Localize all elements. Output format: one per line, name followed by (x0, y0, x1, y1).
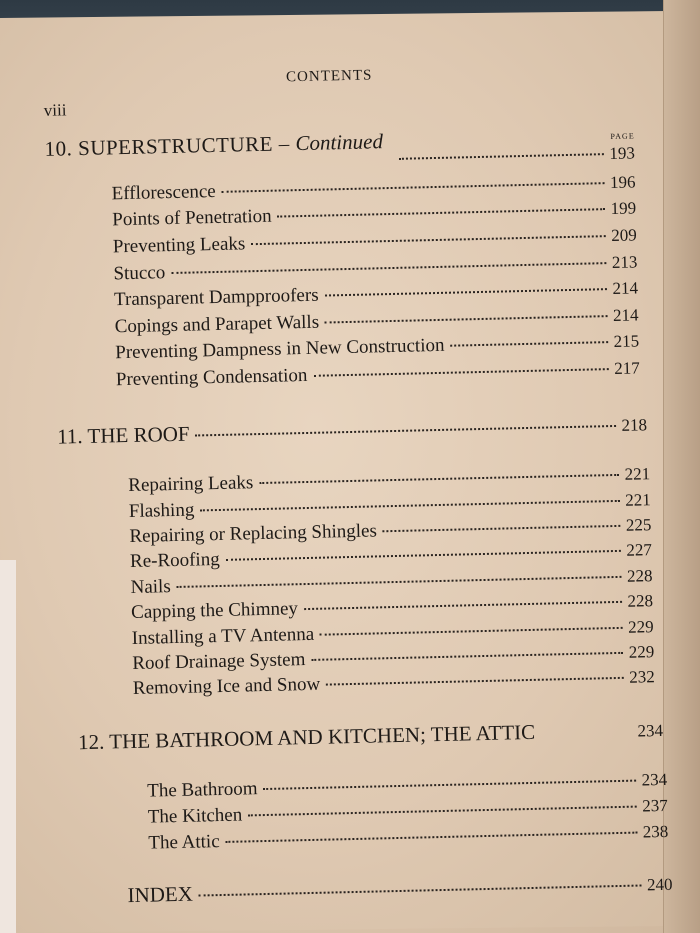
toc-entry: Preventing Leaks 209 (112, 225, 637, 258)
chapter-10-name: 10. SUPERSTRUCTURE – (44, 131, 290, 161)
dot-leader (196, 424, 616, 437)
toc-entry: Stucco 213 (113, 252, 638, 285)
index-label: INDEX (127, 881, 194, 908)
toc-entry: Points of Penetration 199 (112, 198, 637, 231)
toc-entry: Re-Roofing 227 (129, 540, 653, 573)
toc-entry: The Attic 238 (148, 821, 669, 854)
chapter-12-page: 234 (637, 720, 664, 741)
toc-entry: Efflorescence 196 (111, 172, 636, 205)
dot-leader (199, 884, 641, 897)
toc-entry: Flashing 221 (128, 490, 651, 523)
page-number: viii (43, 100, 67, 120)
toc-entry: Removing Ice and Snow 232 (132, 667, 655, 699)
index-page: 240 (646, 874, 673, 895)
toc-entry: The Kitchen 237 (147, 795, 668, 828)
toc-entry: Transparent Dampproofers 214 (113, 278, 639, 311)
chapter-10-page-row (393, 143, 635, 168)
toc-entry: Capping the Chimney 228 (130, 591, 654, 623)
section-heading: CONTENTS (285, 67, 373, 86)
chapter-11-row (57, 411, 647, 449)
index-row (127, 871, 672, 908)
toc-entry: Repairing Leaks 221 (128, 464, 651, 497)
toc-entry: Preventing Condensation 217 (115, 358, 640, 391)
page-column-label: PAGE (610, 131, 635, 142)
continued-label: Continued (295, 129, 384, 156)
chapter-10-page: 193 (609, 143, 636, 164)
toc-entry: Nails 228 (130, 566, 653, 599)
chapter-11-title: 11. THE ROOF (56, 421, 190, 449)
toc-entry: Copings and Parapet Walls 214 (114, 305, 639, 338)
chapter-12-title: 12. THE BATHROOM AND KITCHEN; THE ATTIC (77, 719, 536, 755)
toc-entry: Roof Drainage System 229 (132, 642, 655, 674)
toc-entry: Preventing Dampness in New Construction 215 (115, 331, 640, 364)
toc-entry: Installing a TV Antenna 229 (131, 617, 654, 649)
dot-leader (399, 152, 604, 160)
chapter-10-title (44, 129, 383, 162)
toc-entry: The Bathroom 234 (146, 769, 668, 802)
chapter-11-page: 218 (621, 415, 648, 435)
toc-entry: Repairing or Replacing Shingles 225 (129, 515, 652, 548)
spacer (541, 732, 631, 735)
chapter-12-row (78, 717, 663, 755)
